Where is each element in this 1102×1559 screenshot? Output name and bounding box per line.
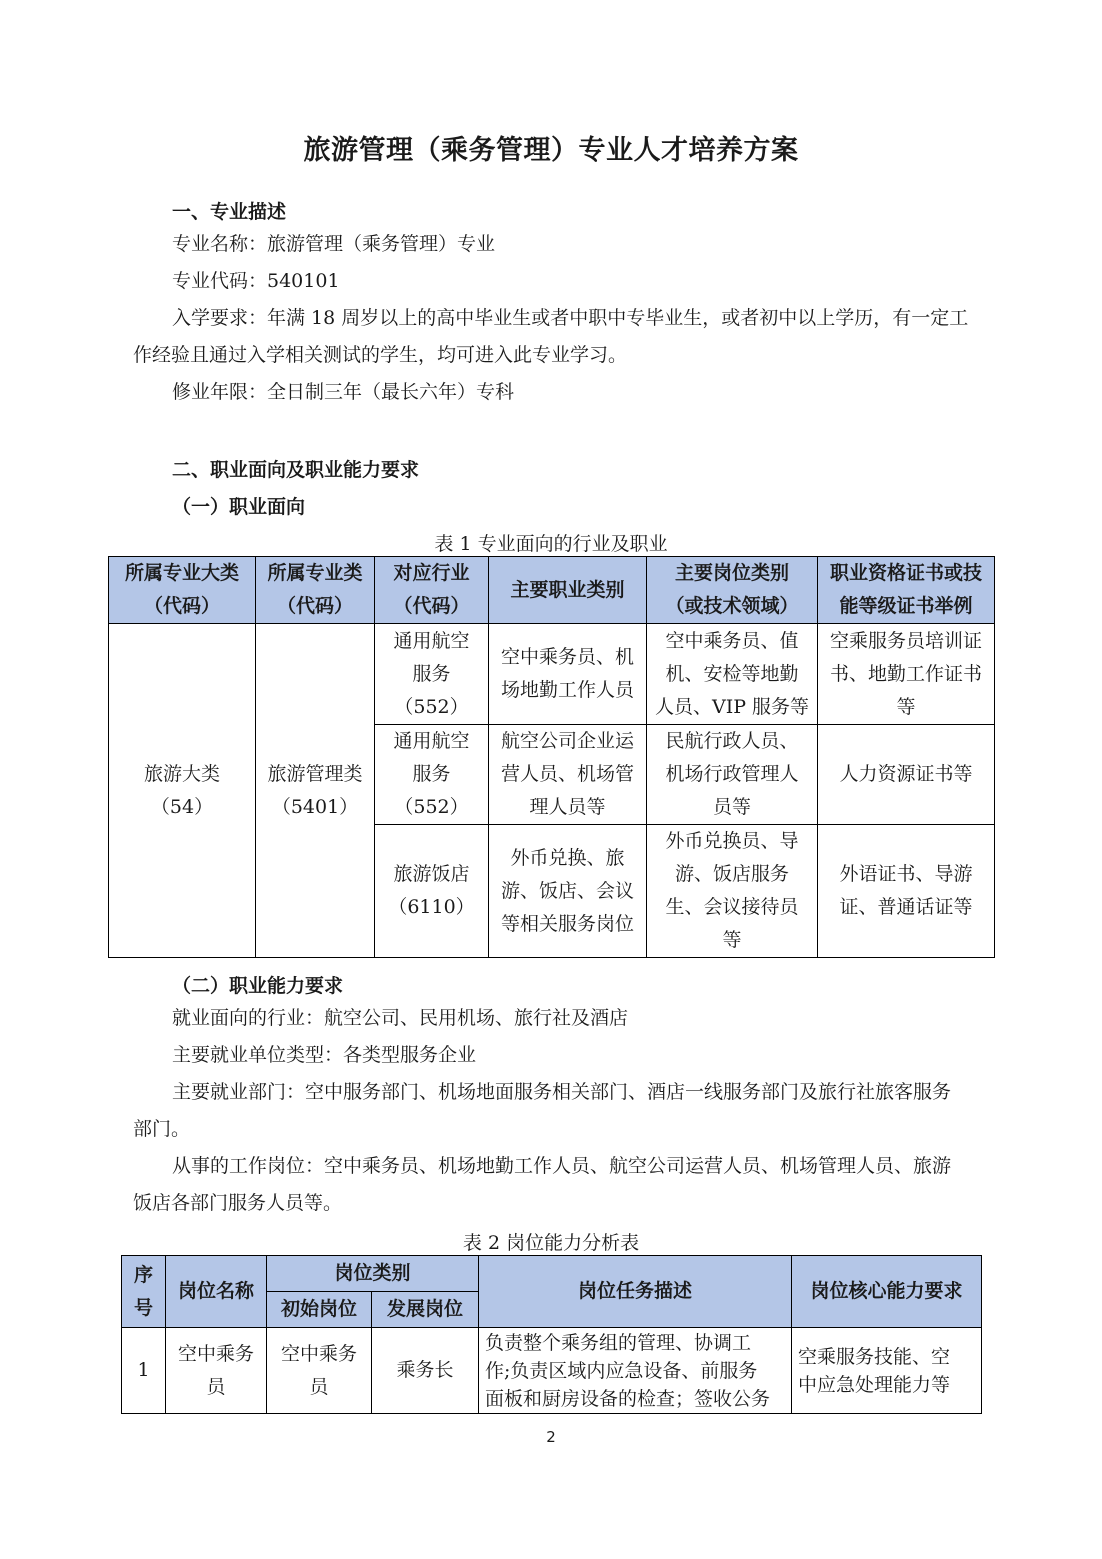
cell-job: 外币兑换、旅 游、饭店、会议 等相关服务岗位 xyxy=(489,825,647,958)
header-certificate: 职业资格证书或技 能等级证书举例 xyxy=(818,557,995,624)
cell-industry: 通用航空 服务 （552） xyxy=(375,725,489,825)
table-row xyxy=(122,1328,982,1414)
header-industry: 对应行业 （代码） xyxy=(375,557,489,624)
cell-initial-post: 空中乘务 员 xyxy=(267,1328,372,1414)
cell-job: 空中乘务员、机 场地勤工作人员 xyxy=(489,624,647,725)
cell-certificate: 空乘服务员培训证 书、地勤工作证书 等 xyxy=(818,624,995,725)
career-orientation-table xyxy=(108,556,995,958)
table-header-row xyxy=(109,557,995,624)
employment-industry: 就业面向的行业：航空公司、民用机场、旅行社及酒店 xyxy=(172,1007,629,1029)
cell-industry: 通用航空 服务 （552） xyxy=(375,624,489,725)
cell-core-ability: 空乘服务技能、空 中应急处理能力等 xyxy=(792,1328,982,1414)
header-task-description: 岗位任务描述 xyxy=(479,1256,792,1328)
section-heading-2: 二、职业面向及职业能力要求 xyxy=(172,459,420,481)
header-core-ability: 岗位核心能力要求 xyxy=(792,1256,982,1328)
section-heading-1: 一、专业描述 xyxy=(172,201,287,223)
cell-post: 外币兑换员、导 游、饭店服务 生、会议接待员 等 xyxy=(647,825,818,958)
header-job-category: 主要职业类别 xyxy=(489,557,647,624)
subheading-career-ability: （二）职业能力要求 xyxy=(172,975,344,997)
entry-requirement-line-2: 作经验且通过入学相关测试的学生，均可进入此专业学习。 xyxy=(133,344,628,366)
header-post-category: 主要岗位类别 （或技术领域） xyxy=(647,557,818,624)
cell-job: 航空公司企业运 营人员、机场管 理人员等 xyxy=(489,725,647,825)
cell-post-name: 空中乘务 员 xyxy=(166,1328,267,1414)
entry-requirement-line-1: 入学要求：年满 18 周岁以上的高中毕业生或者中职中专毕业生，或者初中以上学历，有一定工 xyxy=(172,307,969,329)
page-number: 2 xyxy=(546,1428,556,1446)
employment-department-line-1: 主要就业部门：空中服务部门、机场地面服务相关部门、酒店一线服务部门及旅行社旅客服务 xyxy=(172,1081,952,1103)
header-post-category: 岗位类别 xyxy=(267,1256,479,1292)
header-development-post: 发展岗位 xyxy=(372,1292,479,1328)
cell-certificate: 人力资源证书等 xyxy=(818,725,995,825)
header-major-category: 所属专业大类 （代码） xyxy=(109,557,256,624)
document-title: 旅游管理（乘务管理）专业人才培养方案 xyxy=(303,135,799,166)
table-row xyxy=(109,624,995,725)
table1-caption: 表 1 专业面向的行业及职业 xyxy=(434,533,668,555)
major-name: 专业名称：旅游管理（乘务管理）专业 xyxy=(172,233,496,255)
header-post-name: 岗位名称 xyxy=(166,1256,267,1328)
cell-development-post: 乘务长 xyxy=(372,1328,479,1414)
cell-certificate: 外语证书、导游 证、普通话证等 xyxy=(818,825,995,958)
study-duration: 修业年限：全日制三年（最长六年）专科 xyxy=(172,381,515,403)
major-code: 专业代码：540101 xyxy=(172,270,340,292)
cell-post: 民航行政人员、 机场行政管理人 员等 xyxy=(647,725,818,825)
table2-caption: 表 2 岗位能力分析表 xyxy=(462,1232,640,1254)
header-serial-number: 序 号 xyxy=(122,1256,166,1328)
employer-type: 主要就业单位类型：各类型服务企业 xyxy=(172,1044,477,1066)
cell-major-category: 旅游大类 （54） xyxy=(109,624,256,958)
header-major-class: 所属专业类 （代码） xyxy=(256,557,375,624)
cell-industry: 旅游饭店 （6110） xyxy=(375,825,489,958)
cell-major-class: 旅游管理类 （5401） xyxy=(256,624,375,958)
work-posts-line-1: 从事的工作岗位：空中乘务员、机场地勤工作人员、航空公司运营人员、机场管理人员、旅游 xyxy=(172,1155,952,1177)
post-ability-table xyxy=(121,1255,982,1414)
cell-serial-number: 1 xyxy=(122,1328,166,1414)
cell-post: 空中乘务员、值 机、安检等地勤 人员、VIP 服务等 xyxy=(647,624,818,725)
header-initial-post: 初始岗位 xyxy=(267,1292,372,1328)
table-header-row xyxy=(122,1256,982,1292)
subheading-career-orientation: （一）职业面向 xyxy=(172,496,306,518)
work-posts-line-2: 饭店各部门服务人员等。 xyxy=(133,1192,343,1214)
employment-department-line-2: 部门。 xyxy=(133,1118,191,1140)
cell-task-description: 负责整个乘务组的管理、协调工 作;负责区域内应急设备、前服务 面板和厨房设备的检查；签收公务 xyxy=(479,1328,792,1414)
